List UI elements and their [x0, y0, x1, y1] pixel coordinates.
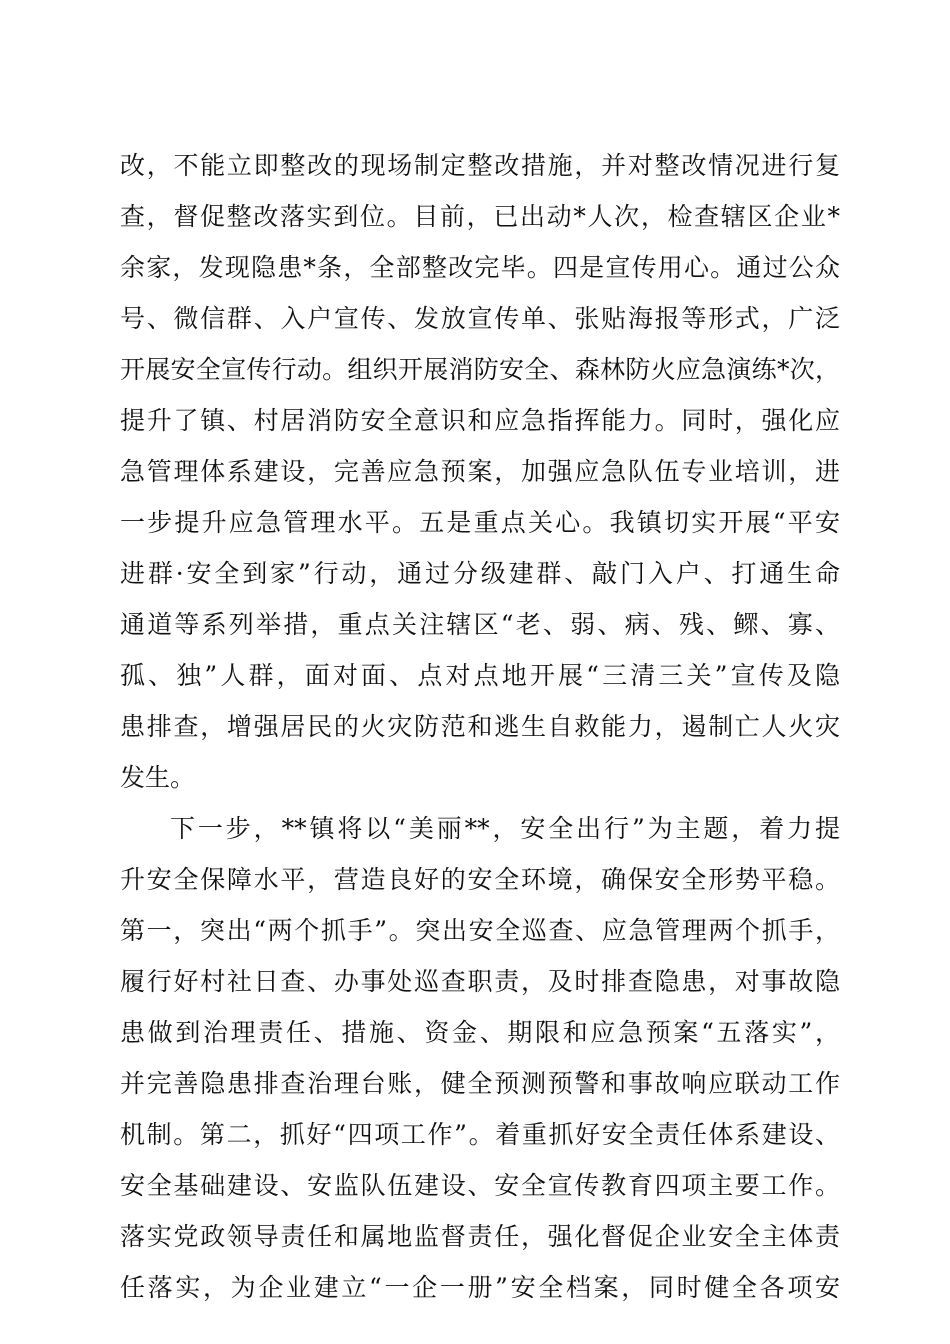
text-line: 号、微信群、入户宣传、发放宣传单、张贴海报等形式，广泛: [120, 304, 840, 333]
paragraph-next-steps: [120, 803, 840, 1313]
text-line: 一步提升应急管理水平。五是重点关心。我镇切实开展“平安: [120, 508, 840, 537]
text-line: 提升了镇、村居消防安全意识和应急指挥能力。同时，强化应: [120, 406, 840, 435]
body-text: [120, 140, 840, 1313]
text-line: 任落实，为企业建立“一企一册”安全档案，同时健全各项安: [120, 1273, 840, 1302]
text-line: 机制。第二，抓好“四项工作”。着重抓好安全责任体系建设、: [120, 1120, 840, 1149]
text-line: 发生。: [120, 763, 196, 792]
text-line: 升安全保障水平，营造良好的安全环境，确保安全形势平稳。: [120, 865, 840, 894]
paragraph-safety-measures: [120, 140, 840, 803]
text-line: 患做到治理责任、措施、资金、期限和应急预案“五落实”，: [120, 1018, 840, 1047]
text-line: 查，督促整改落实到位。目前，已出动*人次，检查辖区企业*: [120, 202, 840, 231]
text-line: 并完善隐患排查治理台账，健全预测预警和事故响应联动工作: [120, 1069, 840, 1098]
text-line: 下一步，**镇将以“美丽**，安全出行”为主题，着力提: [170, 814, 840, 843]
text-line: 通道等系列举措，重点关注辖区“老、弱、病、残、鳏、寡、: [120, 610, 840, 639]
text-line: 安全基础建设、安监队伍建设、安全宣传教育四项主要工作。: [120, 1171, 840, 1200]
text-line: 孤、独”人群，面对面、点对点地开展“三清三关”宣传及隐: [120, 661, 840, 690]
text-line: 改，不能立即整改的现场制定整改措施，并对整改情况进行复: [120, 151, 840, 180]
text-line: 第一，突出“两个抓手”。突出安全巡查、应急管理两个抓手，: [120, 916, 840, 945]
text-line: 落实党政领导责任和属地监督责任，强化督促企业安全主体责: [120, 1222, 840, 1251]
text-line: 进群·安全到家”行动，通过分级建群、敲门入户、打通生命: [120, 559, 840, 588]
text-line: 患排查，增强居民的火灾防范和逃生自救能力，遏制亡人火灾: [120, 712, 840, 741]
text-line: 余家，发现隐患*条，全部整改完毕。四是宣传用心。通过公众: [120, 253, 840, 282]
text-line: 急管理体系建设，完善应急预案，加强应急队伍专业培训，进: [120, 457, 840, 486]
text-line: 开展安全宣传行动。组织开展消防安全、森林防火应急演练*次，: [120, 355, 840, 384]
text-line: 履行好村社日查、办事处巡查职责，及时排查隐患，对事故隐: [120, 967, 840, 996]
